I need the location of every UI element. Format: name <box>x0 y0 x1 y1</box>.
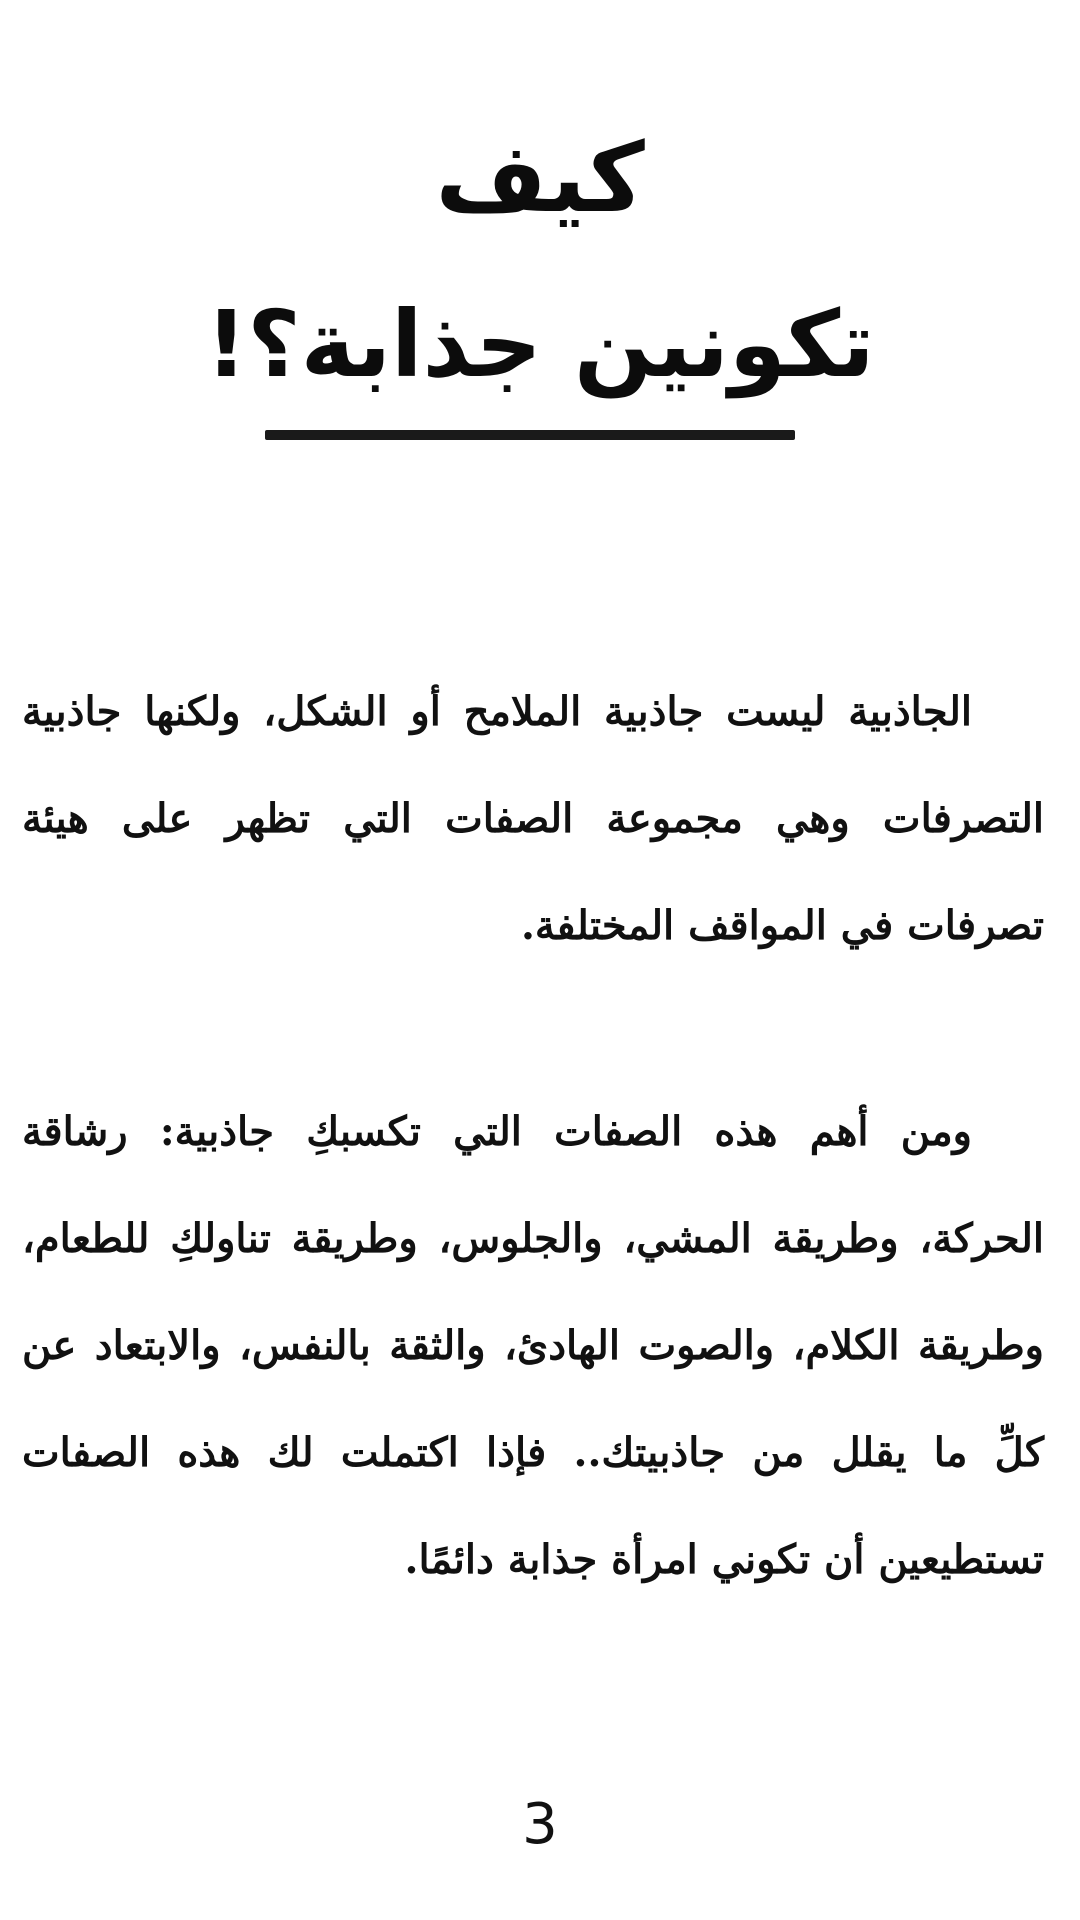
paragraph-2: ومن أهم هذه الصفات التي تكسبكِ جاذبية: رشاقة الحركة، وطريقة المشي، والجلوس، وطريقة تناولكِ للطعام، وطريقة الكلام، والصوت الهادئ، والثقة بالنفس، والابتعاد عن كلِّ ما يقلل من جاذبيتك.. فإذا اكتملت لك هذه الصفات تستطيعين أن تكوني امرأة جذابة دائمًا. <box>22 1108 1044 1583</box>
paragraph-1: الجاذبية ليست جاذبية الملامح أو الشكل، ولكنها جاذبية التصرفات وهي مجموعة الصفات التي تظهر على هيئة تصرفات في المواقف المختلفة. <box>22 688 1044 949</box>
title-line-1: كيف <box>435 122 645 234</box>
page-number: 3 <box>522 1792 558 1857</box>
title-underline <box>265 430 795 440</box>
title-line-2: تكونين جذابة؟! <box>205 291 875 398</box>
